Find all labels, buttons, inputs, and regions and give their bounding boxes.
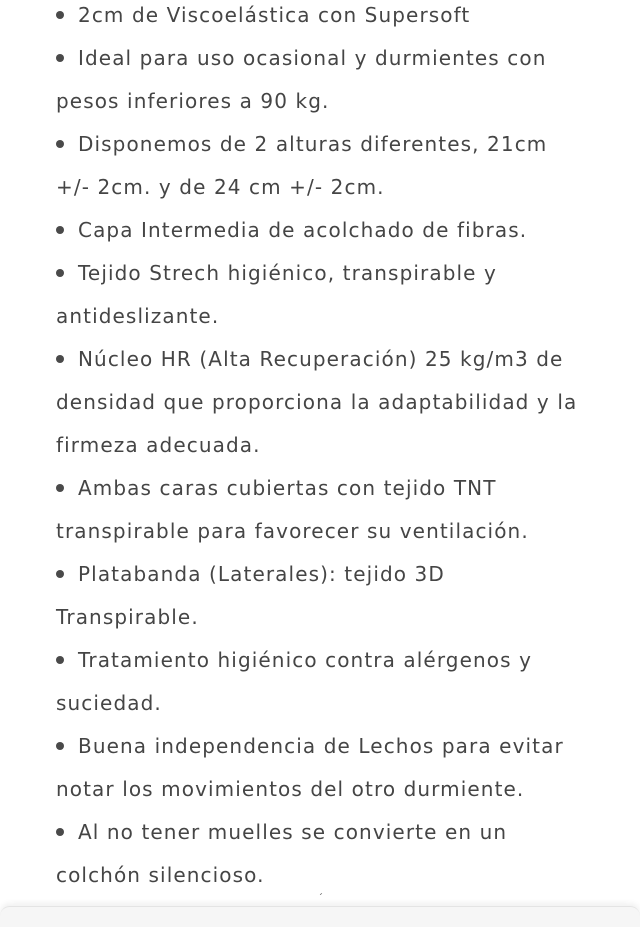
list-item-line xyxy=(56,80,636,123)
list-item-text: notar los movimientos del otro durmiente. xyxy=(56,777,525,801)
bullet-icon xyxy=(56,828,64,836)
list-item xyxy=(56,639,636,725)
list-item-text: Tejido Strech higiénico, transpirable y xyxy=(78,261,497,285)
list-item-line xyxy=(56,510,636,553)
bullet-icon xyxy=(56,11,64,19)
list-item-text: Platabanda (Laterales): tejido 3D xyxy=(78,562,445,586)
list-item-text: Ambas caras cubiertas con tejido TNT xyxy=(78,476,497,500)
list-item-line xyxy=(56,854,636,897)
list-item-text: Disponemos de 2 alturas diferentes, 21cm xyxy=(78,132,548,156)
list-item-text: +/- 2cm. y de 24 cm +/- 2cm. xyxy=(56,175,385,199)
list-item xyxy=(56,37,636,123)
list-item-text: firmeza adecuada. xyxy=(56,433,261,457)
list-item xyxy=(56,252,636,338)
list-item-line xyxy=(56,596,636,639)
list-item-line xyxy=(56,424,636,467)
list-item-line xyxy=(56,123,636,166)
list-item-line xyxy=(56,252,636,295)
list-item-text: Al no tener muelles se convierte en un xyxy=(78,820,508,844)
list-item-line xyxy=(56,639,636,682)
list-item xyxy=(56,0,636,37)
list-item-text: Capa Intermedia de acolchado de fibras. xyxy=(78,218,528,242)
list-item-text: 2cm de Viscoelástica con Supersoft xyxy=(78,3,471,27)
list-item-line xyxy=(56,467,636,510)
list-item-line xyxy=(56,811,636,854)
bullet-icon xyxy=(56,656,64,664)
list-item xyxy=(56,553,636,639)
bullet-icon xyxy=(56,742,64,750)
list-item-line xyxy=(56,338,636,381)
list-item-text: transpirable para favorecer su ventilación. xyxy=(56,519,529,543)
list-item-line xyxy=(56,768,636,811)
list-item-text: densidad que proporciona la adaptabilidad y la xyxy=(56,390,578,414)
list-item xyxy=(56,338,636,467)
list-item-line xyxy=(56,0,636,37)
list-item-line xyxy=(56,209,636,252)
list-item-text: suciedad. xyxy=(56,691,162,715)
bullet-icon xyxy=(56,355,64,363)
list-item-line xyxy=(56,381,636,424)
bottom-accent-mark: ´ xyxy=(318,893,323,904)
list-item-text: Núcleo HR (Alta Recuperación) 25 kg/m3 de xyxy=(78,347,564,371)
list-item-text: pesos inferiores a 90 kg. xyxy=(56,89,330,113)
list-item-text: Tratamiento higiénico contra alérgenos y xyxy=(78,648,533,672)
list-item-line xyxy=(56,725,636,768)
bullet-icon xyxy=(56,226,64,234)
list-item-text: Ideal para uso ocasional y durmientes con xyxy=(78,46,547,70)
list-item xyxy=(56,725,636,811)
bullet-icon xyxy=(56,269,64,277)
bullet-icon xyxy=(56,54,64,62)
list-item-text: colchón silencioso. xyxy=(56,863,265,887)
list-item xyxy=(56,467,636,553)
list-item-line xyxy=(56,682,636,725)
list-item xyxy=(56,811,636,897)
list-item xyxy=(56,209,636,252)
list-item xyxy=(56,123,636,209)
bullet-icon xyxy=(56,140,64,148)
list-item-line xyxy=(56,553,636,596)
list-item-line xyxy=(56,166,636,209)
list-item-text: Buena independencia de Lechos para evitar xyxy=(78,734,564,758)
feature-list xyxy=(56,0,636,897)
bullet-icon xyxy=(56,484,64,492)
list-item-text: Transpirable. xyxy=(56,605,199,629)
list-item-line xyxy=(56,295,636,338)
bottom-sheet-bar[interactable] xyxy=(0,906,640,927)
bullet-icon xyxy=(56,570,64,578)
list-item-line xyxy=(56,37,636,80)
list-item-text: antideslizante. xyxy=(56,304,220,328)
